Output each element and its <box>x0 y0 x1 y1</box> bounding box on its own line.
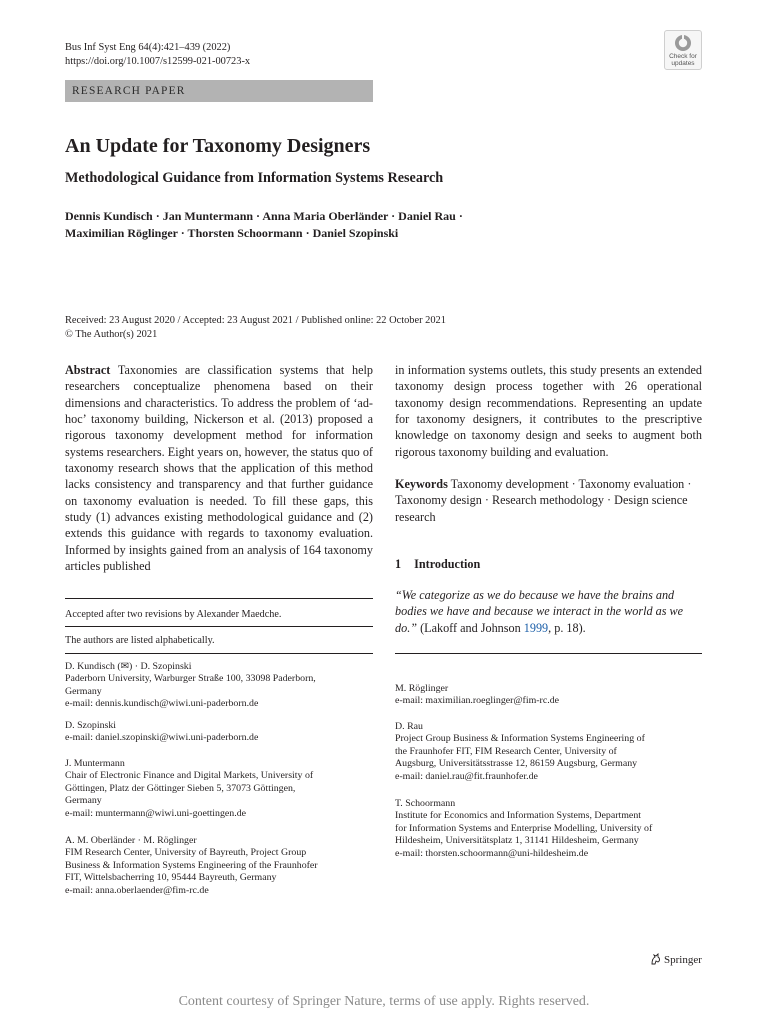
abstract-left-column <box>65 362 373 574</box>
affiliation-muntermann <box>65 758 373 820</box>
affiliation-email[interactable]: e-mail: thorsten.schoormann@uni-hildesheim.de <box>395 847 589 859</box>
affiliation-name: J. Muntermann <box>65 758 125 769</box>
authors-line2: Maximilian Röglinger · Thorsten Schoormann · Daniel Szopinski <box>65 226 399 240</box>
journal-doi[interactable]: https://doi.org/10.1007/s12599-021-00723-x <box>65 56 251 67</box>
affiliation-oberlaender <box>65 835 373 897</box>
affiliation-line: Göttingen, Platz der Göttinger Sieben 5, 37073 Göttingen, <box>65 782 296 794</box>
keywords-block <box>395 476 702 525</box>
publisher-name: Springer <box>664 954 702 966</box>
affiliation-line: Germany <box>65 795 102 807</box>
affiliation-line: for Information Systems and Enterprise Modelling, University of <box>395 822 653 834</box>
affiliation-name: D. Kundisch (✉) · D. Szopinski <box>65 661 192 672</box>
dates-line: Received: 23 August 2020 / Accepted: 23 August 2021 / Published online: 22 October 2021 <box>65 315 446 326</box>
affiliation-line: Project Group Business & Information Systems Engineering of <box>395 733 645 745</box>
keywords-label: Keywords <box>395 477 448 491</box>
check-badge-line1: Check for <box>669 53 697 60</box>
affiliation-email[interactable]: e-mail: daniel.rau@fit.fraunhofer.de <box>395 770 538 782</box>
springer-horse-icon <box>650 953 661 965</box>
section-title: Introduction <box>414 557 481 571</box>
springer-logo <box>650 953 702 967</box>
quote-citation-pre: (Lakoff and Johnson <box>420 620 524 635</box>
quote-text: “We categorize as we do because we have the brains and bodies we have and because we interact in the world as we do.” <box>395 588 684 635</box>
article-title: An Update for Taxonomy Designers <box>65 135 371 157</box>
affiliation-email[interactable]: e-mail: daniel.szopinski@wiwi.uni-paderborn.de <box>65 732 259 744</box>
affiliation-roeglinger <box>395 683 702 708</box>
affiliation-name: A. M. Oberländer · M. Röglinger <box>65 835 197 846</box>
quote-citation-year-link[interactable]: 1999 <box>523 620 549 635</box>
affiliation-szopinski <box>65 720 373 745</box>
affiliation-line: Institute for Economics and Information Systems, Department <box>395 810 641 822</box>
affiliations-rule-right <box>395 653 702 654</box>
affiliation-name: T. Schoormann <box>395 798 456 809</box>
affiliations-rule-left <box>65 653 373 654</box>
affiliation-schoormann <box>395 798 702 860</box>
affiliation-email[interactable]: e-mail: maximilian.roeglinger@fim-rc.de <box>395 695 560 707</box>
quote-citation-post: , p. 18). <box>548 620 586 635</box>
keywords-text: Taxonomy development · Taxonomy evaluation · Taxonomy design · Research methodology · Design science research <box>395 477 692 524</box>
affiliation-email[interactable]: e-mail: dennis.kundisch@wiwi.uni-paderborn.de <box>65 698 259 710</box>
copyright-footer: Content courtesy of Springer Nature, terms of use apply. Rights reserved. <box>178 994 590 1009</box>
authors-line1: Dennis Kundisch · Jan Muntermann · Anna Maria Oberländer · Daniel Rau · <box>65 209 463 223</box>
affiliation-name: D. Szopinski <box>65 720 117 731</box>
affiliation-line: Chair of Electronic Finance and Digital Markets, University of <box>65 770 314 782</box>
journal-citation: Bus Inf Syst Eng 64(4):421–439 (2022) <box>65 42 231 53</box>
affiliation-line: Hildesheim, Universitätsplatz 1, 31141 Hildesheim, Germany <box>395 835 639 847</box>
intro-quote <box>395 587 702 636</box>
author-list <box>65 208 463 242</box>
affiliation-email[interactable]: e-mail: muntermann@wiwi.uni-goettingen.de <box>65 807 247 819</box>
section-number: 1 <box>395 557 402 571</box>
affiliation-rau <box>395 721 702 783</box>
notes-mid-rule <box>65 626 373 627</box>
affiliation-name: D. Rau <box>395 721 423 732</box>
notes-top-rule <box>65 598 373 599</box>
affiliation-line: Augsburg, Universitätsstrasse 12, 86159 Augsburg, Germany <box>395 758 638 770</box>
check-for-updates-badge[interactable] <box>664 30 702 70</box>
article-type-banner: RESEARCH PAPER <box>65 80 373 102</box>
affiliation-line: Paderborn University, Warburger Straße 100, 33098 Paderborn, <box>65 673 316 685</box>
affiliation-line: the Fraunhofer FIT, FIM Research Center, University of <box>395 745 617 757</box>
affiliation-line: FIT, Wittelsbacherring 10, 95444 Bayreuth, Germany <box>65 872 277 884</box>
copyright-line: © The Author(s) 2021 <box>65 329 158 340</box>
affiliation-kundisch <box>65 661 373 711</box>
check-badge-line2: updates <box>671 60 695 67</box>
affiliation-line: Business & Information Systems Engineering of the Fraunhofer <box>65 859 318 871</box>
section-heading-introduction <box>395 556 480 572</box>
affiliation-line: FIM Research Center, University of Bayreuth, Project Group <box>65 847 307 859</box>
publication-dates <box>65 314 446 342</box>
abstract-label: Abstract <box>65 363 111 377</box>
journal-citation-block <box>65 41 250 69</box>
article-subtitle: Methodological Guidance from Information Systems Research <box>65 170 444 186</box>
affiliation-email[interactable]: e-mail: anna.oberlaender@fim-rc.de <box>65 884 209 896</box>
affiliation-name: M. Röglinger <box>395 683 449 694</box>
alphabetical-note: The authors are listed alphabetically. <box>65 635 215 646</box>
abstract-right-column: in information systems outlets, this study presents an extended taxonomy design process together with 26 operational taxonomy design recommendations. Representing an update for taxonomy designers, it contributes to the prescriptive knowledge on taxonomy design and seeks to augment both rigorous taxonomy building and evaluation. <box>395 363 702 459</box>
abstract-text-left: Taxonomies are classification systems that help researchers conceptualize phenomena based on their dimensions and characteristics. To address the problem of ‘ad-hoc’ taxonomy building, Nickerson et al. (2013) proposed a rigorous taxonomy development method for information systems researchers. Eight years on, however, the status quo of taxonomy research shows that the application of this method lacks consistency and transparency and that further guidance on taxonomy evaluation is needed. To fill these gaps, this study (1) advances existing methodological guidance and (2) extends this guidance with regards to taxonomy evaluation. Informed by insights gained from an analysis of 164 taxonomy articles published <box>65 363 374 574</box>
affiliation-line: Germany <box>65 685 102 697</box>
accepted-note: Accepted after two revisions by Alexander Maedche. <box>65 609 282 620</box>
check-updates-icon <box>674 34 692 52</box>
